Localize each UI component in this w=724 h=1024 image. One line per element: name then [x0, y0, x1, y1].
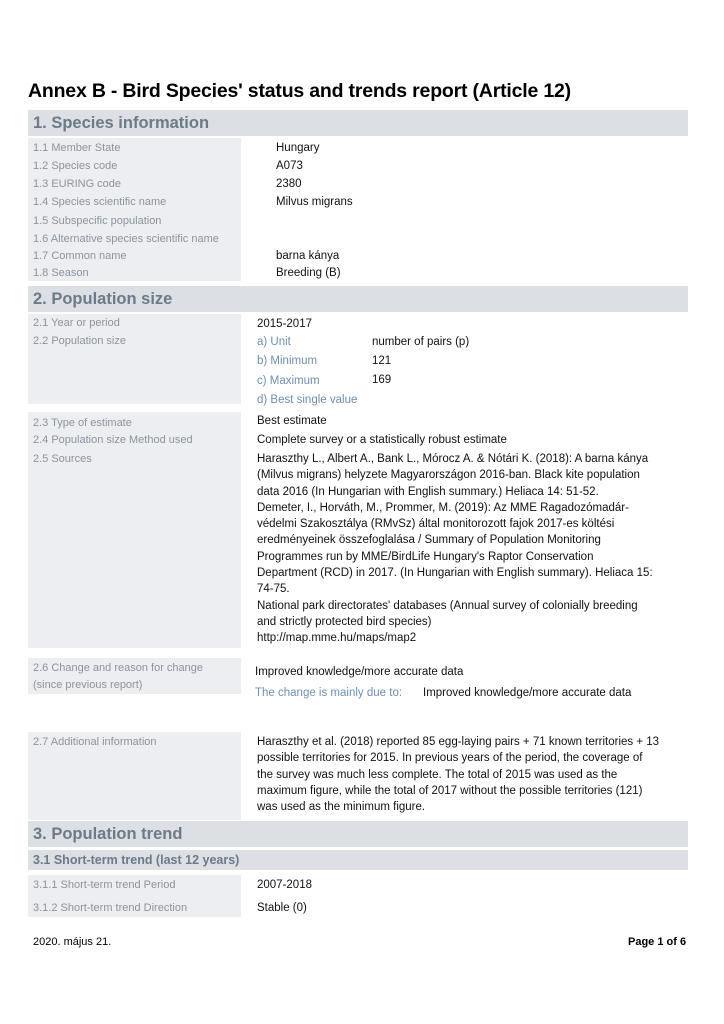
type-of-estimate-label: 2.3 Type of estimate: [33, 417, 132, 429]
sources-line: 74-75.: [257, 583, 290, 596]
sources-line: Programmes run by MME/BirdLife Hungary's Raptor Conservation: [257, 550, 594, 563]
method-value: Complete survey or a statistically robust estimate: [257, 434, 507, 446]
sources-line: védelmi Szakosztálya (RMvSz) által monitorozott fajok 2017-es költési: [257, 518, 615, 531]
page-title: Annex B - Bird Species' status and trends report (Article 12): [28, 80, 571, 102]
sources-line: eredményeinek összefoglalása / Summary of Population Monitoring: [257, 534, 601, 547]
section-heading-population-trend: 3. Population trend: [28, 821, 688, 847]
minimum-value: 121: [372, 355, 392, 367]
maximum-label: c) Maximum: [257, 375, 320, 387]
subspecific-population-label: 1.5 Subspecific population: [33, 215, 162, 227]
change-reason-value: Improved knowledge/more accurate data: [255, 666, 464, 678]
change-reason-label: 2.6 Change and reason for change: [33, 662, 204, 674]
sources-line: data 2016 (In Hungarian with English summary.) Heliaca 14: 51-52.: [257, 485, 599, 498]
year-period-value: 2015-2017: [257, 318, 312, 330]
sources-link[interactable]: http://map.mme.hu/maps/map2: [257, 632, 417, 645]
sources-line: National park directorates' databases (Annual survey of colonially breeding: [257, 599, 638, 612]
change-reason-label-continued: (since previous report): [33, 679, 143, 691]
population-size-label: 2.2 Population size: [33, 335, 126, 347]
sources-line: Haraszthy L., Albert A., Bank L., Mórocz A. & Nótári K. (2018): A barna kánya: [257, 453, 649, 465]
sources-text: [257, 451, 697, 647]
additional-information-text: [257, 734, 697, 815]
sources-line: (Milvus migrans) helyzete Magyarországon 2016-ban. Black kite population: [257, 469, 640, 482]
footer-page-number: Page 1 of 6: [628, 936, 687, 948]
type-of-estimate-value: Best estimate: [257, 415, 327, 427]
species-code-label: 1.2 Species code: [33, 160, 118, 172]
subsection-heading-short-term-trend: 3.1 Short-term trend (last 12 years): [28, 850, 688, 870]
year-period-label: 2.1 Year or period: [33, 317, 120, 329]
sources-line: Demeter, I., Horváth, M., Prommer, M. (2019): Az MME Ragadozómadár-: [257, 501, 629, 514]
additional-line: was used as the minimum figure.: [257, 801, 426, 814]
euring-code-value: 2380: [276, 178, 302, 190]
season-value: Breeding (B): [276, 267, 341, 279]
additional-line: Haraszthy et al. (2018) reported 85 egg-laying pairs + 71 known territories + 13: [257, 736, 660, 748]
trend-period-label: 3.1.1 Short-term trend Period: [33, 879, 176, 891]
method-label: 2.4 Population size Method used: [33, 434, 193, 446]
sources-label: 2.5 Sources: [33, 453, 92, 465]
footer-date: 2020. május 21.: [33, 936, 112, 948]
additional-line: possible territories for 2015. In previous years of the period, the coverage of: [257, 752, 643, 765]
unit-value: number of pairs (p): [372, 336, 470, 348]
euring-code-label: 1.3 EURING code: [33, 178, 122, 190]
trend-direction-label: 3.1.2 Short-term trend Direction: [33, 902, 188, 914]
common-name-label: 1.7 Common name: [33, 250, 127, 262]
member-state-label: 1.1 Member State: [33, 142, 121, 154]
member-state-value: Hungary: [276, 142, 320, 154]
additional-line: the survey was much less complete. The total of 2015 was used as the: [257, 768, 618, 781]
unit-label: a) Unit: [257, 336, 291, 348]
scientific-name-value: Milvus migrans: [276, 196, 353, 208]
species-code-value: A073: [276, 160, 303, 172]
additional-line: maximum figure, while the total of 2017 without the possible territories (121): [257, 784, 643, 797]
minimum-label: b) Minimum: [257, 355, 318, 367]
best-single-value-label: d) Best single value: [257, 394, 358, 406]
section-heading-species-information: 1. Species information: [28, 110, 688, 136]
section-heading-population-size: 2. Population size: [28, 286, 688, 312]
maximum-value: 169: [372, 374, 392, 386]
common-name-value: barna kánya: [276, 250, 340, 262]
trend-direction-value: Stable (0): [257, 902, 307, 914]
additional-information-label: 2.7 Additional information: [33, 736, 157, 748]
season-label: 1.8 Season: [33, 267, 89, 279]
change-due-value: Improved knowledge/more accurate data: [423, 687, 632, 699]
alternative-name-label: 1.6 Alternative species scientific name: [33, 233, 219, 245]
scientific-name-label: 1.4 Species scientific name: [33, 196, 167, 208]
label-column-background: [28, 412, 241, 648]
sources-line: Department (RCD) in 2017. (In Hungarian with English summary). Heliaca 15:: [257, 567, 653, 580]
change-due-label: The change is mainly due to:: [255, 687, 403, 699]
trend-period-value: 2007-2018: [257, 879, 312, 891]
sources-line: and strictly protected bird species): [257, 615, 432, 628]
